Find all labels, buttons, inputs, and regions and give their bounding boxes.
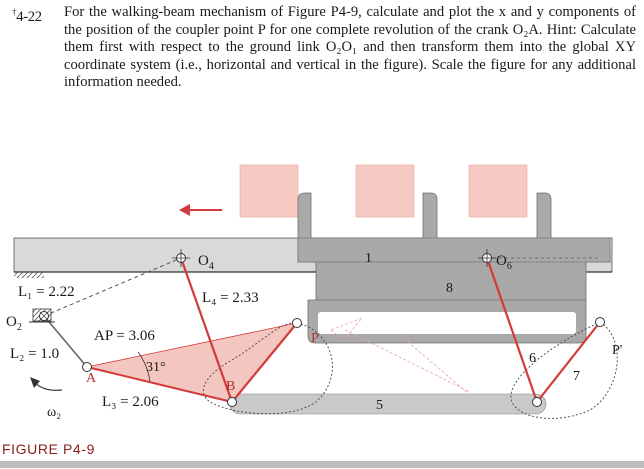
pivot-right-bottom [533,398,542,407]
direction-arrow [179,204,222,216]
walking-beam [297,193,610,343]
box-1 [240,165,298,217]
link-5 [230,394,546,414]
box-2 [356,165,414,217]
figure-caption: FIGURE P4-9 [2,441,95,457]
label-AP: AP = 3.06 [94,328,155,344]
label-A: A [86,371,97,386]
beam-body-upper [298,238,610,262]
label-angle: 31° [146,360,166,375]
label-O2: $O_2$ [6,314,22,333]
omega2-arrow [30,377,62,390]
pivot-P [293,319,302,328]
problem-number-text: 4-22 [16,9,42,25]
label-L2: L₂ = 1.0 [10,346,60,362]
label-omega2: ω₂ [47,405,62,420]
label-P-prime: P' [612,343,623,358]
footnote-mark: † [12,7,17,17]
label-link7: 7 [573,369,580,384]
box-3 [469,165,527,217]
label-link5: 5 [376,398,383,413]
label-O4: $O_4$ [198,253,214,272]
label-L3: L₃ = 2.06 [102,394,159,410]
label-P: P [311,331,319,346]
label-L4: L₄ = 2.33 [202,290,259,306]
problem-text: For the walking-beam mechanism of Figure P4-9, calculate and plot the x and y components of the position of the coupler point P for one complete revolution of the crank O₂A. Hint: Calculate them first with respect to the ground link O₂O₁ and then transform them into the global XY coordinate system (i.e., horizontal and vertical in the figure). Scale the figure for any additional information needed. [64,4,636,91]
label-L1: L₁ = 2.22 [18,284,75,300]
label-link1: 1 [365,251,372,266]
label-O6: $O_6$ [496,253,512,272]
pivot-P-prime [596,318,605,327]
O2-ground-pivot [29,309,55,322]
caption-rule [0,461,644,468]
label-link6: 6 [529,351,536,366]
label-link8: 8 [446,281,453,296]
pivot-B [228,398,237,407]
label-B: B [226,379,236,394]
ground-hatch [14,272,44,278]
